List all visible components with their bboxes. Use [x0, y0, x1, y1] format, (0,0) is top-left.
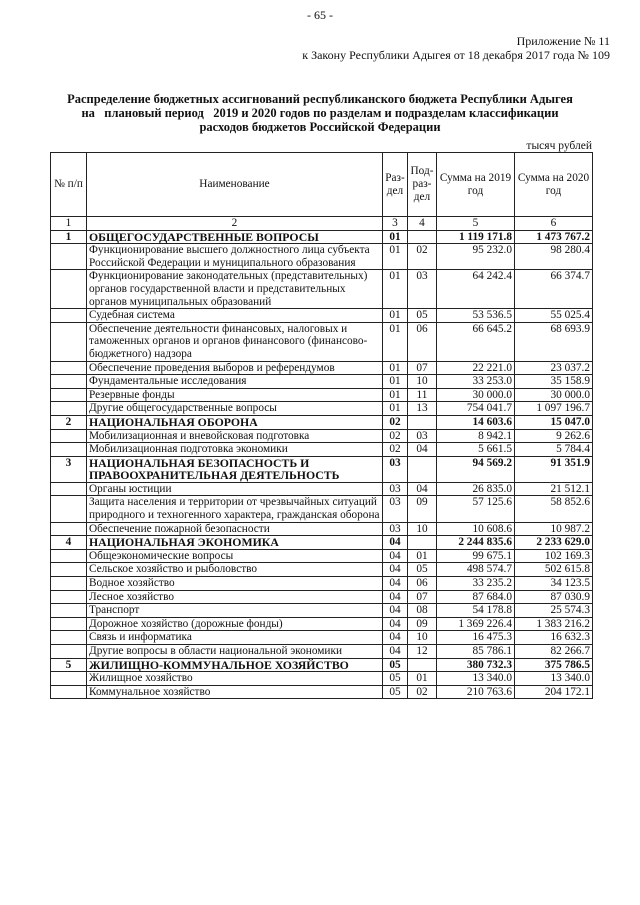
row-podrazdel — [408, 456, 437, 482]
row-name: Функционирование законодательных (представительных) органов государственной власти и представительных органов муниципальных образований — [87, 270, 383, 309]
header-sum-2020: Сумма на 2020 год — [515, 153, 593, 217]
row-number: 2 — [51, 415, 87, 429]
row-number — [51, 590, 87, 604]
row-razdel: 04 — [383, 590, 408, 604]
row-name: Защита населения и территории от чрезвычайных ситуаций природного и техногенного характера, гражданская оборона — [87, 496, 383, 522]
row-podrazdel — [408, 536, 437, 550]
row-number — [51, 672, 87, 686]
row-sum-2020: 58 852.6 — [515, 496, 593, 522]
row-sum-2020: 34 123.5 — [515, 577, 593, 591]
row-sum-2020: 13 340.0 — [515, 672, 593, 686]
row-sum-2020: 98 280.4 — [515, 244, 593, 270]
row-razdel: 02 — [383, 415, 408, 429]
budget-table — [50, 152, 593, 699]
row-sum-2020: 5 784.4 — [515, 443, 593, 457]
row-podrazdel: 07 — [408, 590, 437, 604]
table-row — [51, 685, 593, 699]
row-number — [51, 645, 87, 659]
table-row — [51, 522, 593, 536]
table-row — [51, 563, 593, 577]
row-sum-2019: 95 232.0 — [437, 244, 515, 270]
row-sum-2020: 15 047.0 — [515, 415, 593, 429]
section-row — [51, 456, 593, 482]
row-podrazdel — [408, 230, 437, 244]
row-sum-2019: 26 835.0 — [437, 482, 515, 496]
row-podrazdel: 06 — [408, 577, 437, 591]
row-number — [51, 270, 87, 309]
row-razdel: 03 — [383, 496, 408, 522]
row-number — [51, 482, 87, 496]
row-number — [51, 244, 87, 270]
row-sum-2020: 9 262.6 — [515, 429, 593, 443]
row-podrazdel: 09 — [408, 496, 437, 522]
row-number — [51, 429, 87, 443]
row-razdel: 01 — [383, 309, 408, 323]
row-sum-2019: 33 235.2 — [437, 577, 515, 591]
row-name: Лесное хозяйство — [87, 590, 383, 604]
row-number — [51, 685, 87, 699]
row-podrazdel: 12 — [408, 645, 437, 659]
header-sum-2019: Сумма на 2019 год — [437, 153, 515, 217]
row-name: Мобилизационная и вневойсковая подготовка — [87, 429, 383, 443]
row-name: Мобилизационная подготовка экономики — [87, 443, 383, 457]
row-podrazdel: 01 — [408, 672, 437, 686]
row-razdel: 04 — [383, 563, 408, 577]
row-sum-2019: 1 119 171.8 — [437, 230, 515, 244]
row-number — [51, 496, 87, 522]
row-sum-2019: 66 645.2 — [437, 322, 515, 361]
row-sum-2020: 16 632.3 — [515, 631, 593, 645]
section-row — [51, 415, 593, 429]
row-sum-2019: 99 675.1 — [437, 549, 515, 563]
row-number — [51, 388, 87, 402]
section-row — [51, 230, 593, 244]
row-sum-2020: 1 097 196.7 — [515, 402, 593, 416]
row-razdel: 01 — [383, 375, 408, 389]
table-row — [51, 549, 593, 563]
column-index: 4 — [408, 217, 437, 231]
row-podrazdel: 01 — [408, 549, 437, 563]
row-podrazdel: 05 — [408, 309, 437, 323]
row-number — [51, 549, 87, 563]
row-razdel: 02 — [383, 443, 408, 457]
table-row — [51, 590, 593, 604]
row-sum-2020: 502 615.8 — [515, 563, 593, 577]
row-sum-2020: 25 574.3 — [515, 604, 593, 618]
row-number: 4 — [51, 536, 87, 550]
row-number — [51, 361, 87, 375]
row-podrazdel: 10 — [408, 522, 437, 536]
table-row — [51, 617, 593, 631]
row-number — [51, 563, 87, 577]
row-razdel: 01 — [383, 270, 408, 309]
row-podrazdel: 02 — [408, 244, 437, 270]
row-name: Сельское хозяйство и рыболовство — [87, 563, 383, 577]
row-razdel: 01 — [383, 322, 408, 361]
row-sum-2019: 94 569.2 — [437, 456, 515, 482]
table-row — [51, 361, 593, 375]
header-podrazdel: Под-раз-дел — [408, 153, 437, 217]
table-row — [51, 402, 593, 416]
row-name: ОБЩЕГОСУДАРСТВЕННЫЕ ВОПРОСЫ — [87, 230, 383, 244]
row-sum-2020: 102 169.3 — [515, 549, 593, 563]
row-sum-2020: 23 037.2 — [515, 361, 593, 375]
row-sum-2019: 85 786.1 — [437, 645, 515, 659]
row-razdel: 01 — [383, 230, 408, 244]
row-podrazdel: 10 — [408, 375, 437, 389]
row-sum-2020: 35 158.9 — [515, 375, 593, 389]
row-name: Другие общегосударственные вопросы — [87, 402, 383, 416]
row-razdel: 01 — [383, 402, 408, 416]
row-razdel: 04 — [383, 604, 408, 618]
row-name: Дорожное хозяйство (дорожные фонды) — [87, 617, 383, 631]
row-sum-2020: 82 266.7 — [515, 645, 593, 659]
appendix-line-1: Приложение № 11 — [516, 34, 610, 48]
units-label: тысяч рублей — [526, 140, 592, 152]
table-row — [51, 244, 593, 270]
row-razdel: 01 — [383, 244, 408, 270]
row-number — [51, 604, 87, 618]
row-sum-2019: 22 221.0 — [437, 361, 515, 375]
row-podrazdel: 04 — [408, 443, 437, 457]
table-row — [51, 604, 593, 618]
row-sum-2019: 8 942.1 — [437, 429, 515, 443]
header-name: Наименование — [87, 153, 383, 217]
row-razdel: 03 — [383, 522, 408, 536]
row-sum-2020: 10 987.2 — [515, 522, 593, 536]
table-row — [51, 645, 593, 659]
row-razdel: 01 — [383, 361, 408, 375]
row-name: ЖИЛИЩНО-КОММУНАЛЬНОЕ ХОЗЯЙСТВО — [87, 658, 383, 672]
row-sum-2020: 204 172.1 — [515, 685, 593, 699]
row-name: Функционирование высшего должностного лица субъекта Российской Федерации и муниципального образования — [87, 244, 383, 270]
row-name: Общеэкономические вопросы — [87, 549, 383, 563]
row-sum-2019: 10 608.6 — [437, 522, 515, 536]
row-name: Другие вопросы в области национальной экономики — [87, 645, 383, 659]
row-number — [51, 322, 87, 361]
table-row — [51, 496, 593, 522]
row-name: Судебная система — [87, 309, 383, 323]
row-sum-2019: 14 603.6 — [437, 415, 515, 429]
column-index: 6 — [515, 217, 593, 231]
row-number — [51, 375, 87, 389]
row-podrazdel — [408, 658, 437, 672]
row-name: Обеспечение пожарной безопасности — [87, 522, 383, 536]
row-sum-2020: 55 025.4 — [515, 309, 593, 323]
row-sum-2019: 2 244 835.6 — [437, 536, 515, 550]
row-name: Обеспечение проведения выборов и референдумов — [87, 361, 383, 375]
column-index: 2 — [87, 217, 383, 231]
row-sum-2019: 33 253.0 — [437, 375, 515, 389]
title-line-3: расходов бюджетов Российской Федерации — [199, 120, 441, 134]
row-razdel: 04 — [383, 536, 408, 550]
row-podrazdel: 03 — [408, 270, 437, 309]
row-number: 1 — [51, 230, 87, 244]
row-name: НАЦИОНАЛЬНАЯ ОБОРОНА — [87, 415, 383, 429]
header-razdel: Раз-дел — [383, 153, 408, 217]
table-row — [51, 322, 593, 361]
row-podrazdel: 10 — [408, 631, 437, 645]
column-index: 3 — [383, 217, 408, 231]
row-sum-2019: 5 661.5 — [437, 443, 515, 457]
row-number — [51, 617, 87, 631]
row-sum-2020: 21 512.1 — [515, 482, 593, 496]
row-razdel: 03 — [383, 482, 408, 496]
row-sum-2019: 13 340.0 — [437, 672, 515, 686]
row-razdel: 04 — [383, 577, 408, 591]
row-sum-2019: 30 000.0 — [437, 388, 515, 402]
table-row — [51, 270, 593, 309]
row-podrazdel: 07 — [408, 361, 437, 375]
row-sum-2019: 87 684.0 — [437, 590, 515, 604]
row-sum-2020: 68 693.9 — [515, 322, 593, 361]
row-sum-2020: 91 351.9 — [515, 456, 593, 482]
row-number: 5 — [51, 658, 87, 672]
row-podrazdel: 08 — [408, 604, 437, 618]
table-row — [51, 672, 593, 686]
appendix-note — [302, 34, 610, 62]
table-row — [51, 375, 593, 389]
row-name: НАЦИОНАЛЬНАЯ ЭКОНОМИКА — [87, 536, 383, 550]
row-number — [51, 309, 87, 323]
table-row — [51, 443, 593, 457]
title-line-2: на плановый период 2019 и 2020 годов по разделам и подразделам классификации — [81, 106, 559, 120]
column-index: 5 — [437, 217, 515, 231]
row-sum-2019: 210 763.6 — [437, 685, 515, 699]
row-sum-2019: 54 178.8 — [437, 604, 515, 618]
row-podrazdel: 05 — [408, 563, 437, 577]
row-number: 3 — [51, 456, 87, 482]
row-sum-2020: 375 786.5 — [515, 658, 593, 672]
row-razdel: 04 — [383, 631, 408, 645]
row-sum-2019: 16 475.3 — [437, 631, 515, 645]
row-name: Резервные фонды — [87, 388, 383, 402]
row-sum-2020: 2 233 629.0 — [515, 536, 593, 550]
row-name: НАЦИОНАЛЬНАЯ БЕЗОПАСНОСТЬ И ПРАВООХРАНИТЕЛЬНАЯ ДЕЯТЕЛЬНОСТЬ — [87, 456, 383, 482]
row-sum-2019: 57 125.6 — [437, 496, 515, 522]
row-podrazdel: 09 — [408, 617, 437, 631]
row-sum-2020: 1 383 216.2 — [515, 617, 593, 631]
row-name: Водное хозяйство — [87, 577, 383, 591]
row-name: Обеспечение деятельности финансовых, налоговых и таможенных органов и органов финансового (финансово-бюджетного) надзора — [87, 322, 383, 361]
column-index: 1 — [51, 217, 87, 231]
row-podrazdel — [408, 415, 437, 429]
row-name: Органы юстиции — [87, 482, 383, 496]
page-number: - 65 - — [307, 8, 333, 22]
appendix-line-2: к Закону Республики Адыгея от 18 декабря 2017 года № 109 — [302, 48, 610, 62]
row-razdel: 04 — [383, 549, 408, 563]
row-sum-2019: 754 041.7 — [437, 402, 515, 416]
row-razdel: 05 — [383, 672, 408, 686]
row-razdel: 04 — [383, 617, 408, 631]
row-podrazdel: 13 — [408, 402, 437, 416]
row-sum-2020: 1 473 767.2 — [515, 230, 593, 244]
table-row — [51, 429, 593, 443]
row-number — [51, 577, 87, 591]
row-razdel: 02 — [383, 429, 408, 443]
row-podrazdel: 11 — [408, 388, 437, 402]
row-name: Фундаментальные исследования — [87, 375, 383, 389]
row-sum-2019: 53 536.5 — [437, 309, 515, 323]
row-name: Транспорт — [87, 604, 383, 618]
column-index-row — [51, 217, 593, 231]
row-name: Коммунальное хозяйство — [87, 685, 383, 699]
row-name: Жилищное хозяйство — [87, 672, 383, 686]
table-row — [51, 577, 593, 591]
row-number — [51, 402, 87, 416]
row-sum-2019: 380 732.3 — [437, 658, 515, 672]
row-sum-2019: 64 242.4 — [437, 270, 515, 309]
table-row — [51, 482, 593, 496]
row-sum-2020: 87 030.9 — [515, 590, 593, 604]
row-number — [51, 522, 87, 536]
row-podrazdel: 03 — [408, 429, 437, 443]
row-number — [51, 443, 87, 457]
row-sum-2020: 66 374.7 — [515, 270, 593, 309]
row-razdel: 04 — [383, 645, 408, 659]
row-sum-2020: 30 000.0 — [515, 388, 593, 402]
row-sum-2019: 498 574.7 — [437, 563, 515, 577]
table-header-row — [51, 153, 593, 217]
table-row — [51, 631, 593, 645]
section-row — [51, 658, 593, 672]
document-title — [40, 92, 600, 134]
row-name: Связь и информатика — [87, 631, 383, 645]
row-razdel: 01 — [383, 388, 408, 402]
row-podrazdel: 04 — [408, 482, 437, 496]
table-row — [51, 309, 593, 323]
title-line-1: Распределение бюджетных ассигнований республиканского бюджета Республики Адыгея — [67, 92, 573, 106]
row-number — [51, 631, 87, 645]
row-razdel: 05 — [383, 685, 408, 699]
row-razdel: 03 — [383, 456, 408, 482]
row-podrazdel: 06 — [408, 322, 437, 361]
row-razdel: 05 — [383, 658, 408, 672]
header-num: № п/п — [51, 153, 87, 217]
row-sum-2019: 1 369 226.4 — [437, 617, 515, 631]
section-row — [51, 536, 593, 550]
row-podrazdel: 02 — [408, 685, 437, 699]
table-row — [51, 388, 593, 402]
